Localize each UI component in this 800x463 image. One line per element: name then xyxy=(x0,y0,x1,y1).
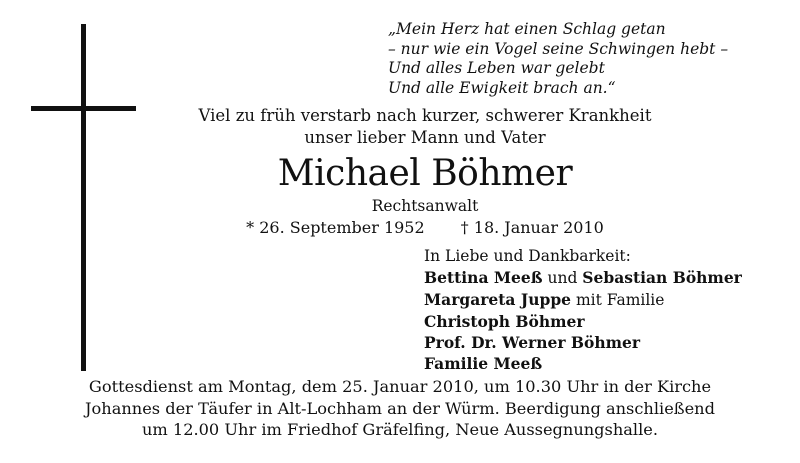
service-info xyxy=(20,376,780,441)
mourner-line: Familie Meeß xyxy=(424,354,543,373)
mourner-name: Margareta Juppe xyxy=(424,290,572,309)
life-dates xyxy=(180,217,670,239)
mourner-name: Bettina Meeß xyxy=(424,268,543,287)
service-line: Johannes der Täufer in Alt-Lochham an der Würm. Beerdigung anschließend xyxy=(85,398,715,418)
deceased-profession: Rechtsanwalt xyxy=(371,197,479,215)
mourner-suffix: mit Familie xyxy=(571,291,665,309)
mourner-line: Prof. Dr. Werner Böhmer xyxy=(424,333,641,352)
deceased-name: Michael Böhmer xyxy=(277,153,573,194)
poem-line: – nur wie ein Vogel seine Schwingen hebt – xyxy=(388,39,729,58)
poem-line: Und alles Leben war gelebt xyxy=(388,59,605,77)
service-line: um 12.00 Uhr im Friedhof Gräfelfing, Neue Aussegnungshalle. xyxy=(141,420,659,439)
death-date: † 18. Januar 2010 xyxy=(460,218,604,237)
poem-quote xyxy=(388,20,788,98)
service-line: Gottesdienst am Montag, dem 25. Januar 2010, um 10.30 Uhr in der Kirche xyxy=(88,377,712,396)
mourners-list xyxy=(424,246,794,374)
mourner-line xyxy=(424,289,794,311)
mourner-name: Sebastian Böhmer xyxy=(582,268,742,287)
intro-text xyxy=(180,105,670,149)
cross-vertical-bar xyxy=(81,24,86,371)
intro-line-1: Viel zu früh verstarb nach kurzer, schwerer Krankheit xyxy=(198,106,652,125)
mourner-line xyxy=(424,267,794,289)
poem-line: Und alle Ewigkeit brach an.“ xyxy=(388,78,616,97)
mourner-line: Christoph Böhmer xyxy=(424,312,585,331)
mourners-heading: In Liebe und Dankbarkeit: xyxy=(424,247,631,265)
birth-date: * 26. September 1952 xyxy=(246,218,425,237)
intro-line-2: unser lieber Mann und Vater xyxy=(304,128,546,147)
poem-line: „Mein Herz hat einen Schlag getan xyxy=(388,20,666,38)
cross-horizontal-bar xyxy=(31,106,136,111)
mourner-join: und xyxy=(542,269,583,287)
